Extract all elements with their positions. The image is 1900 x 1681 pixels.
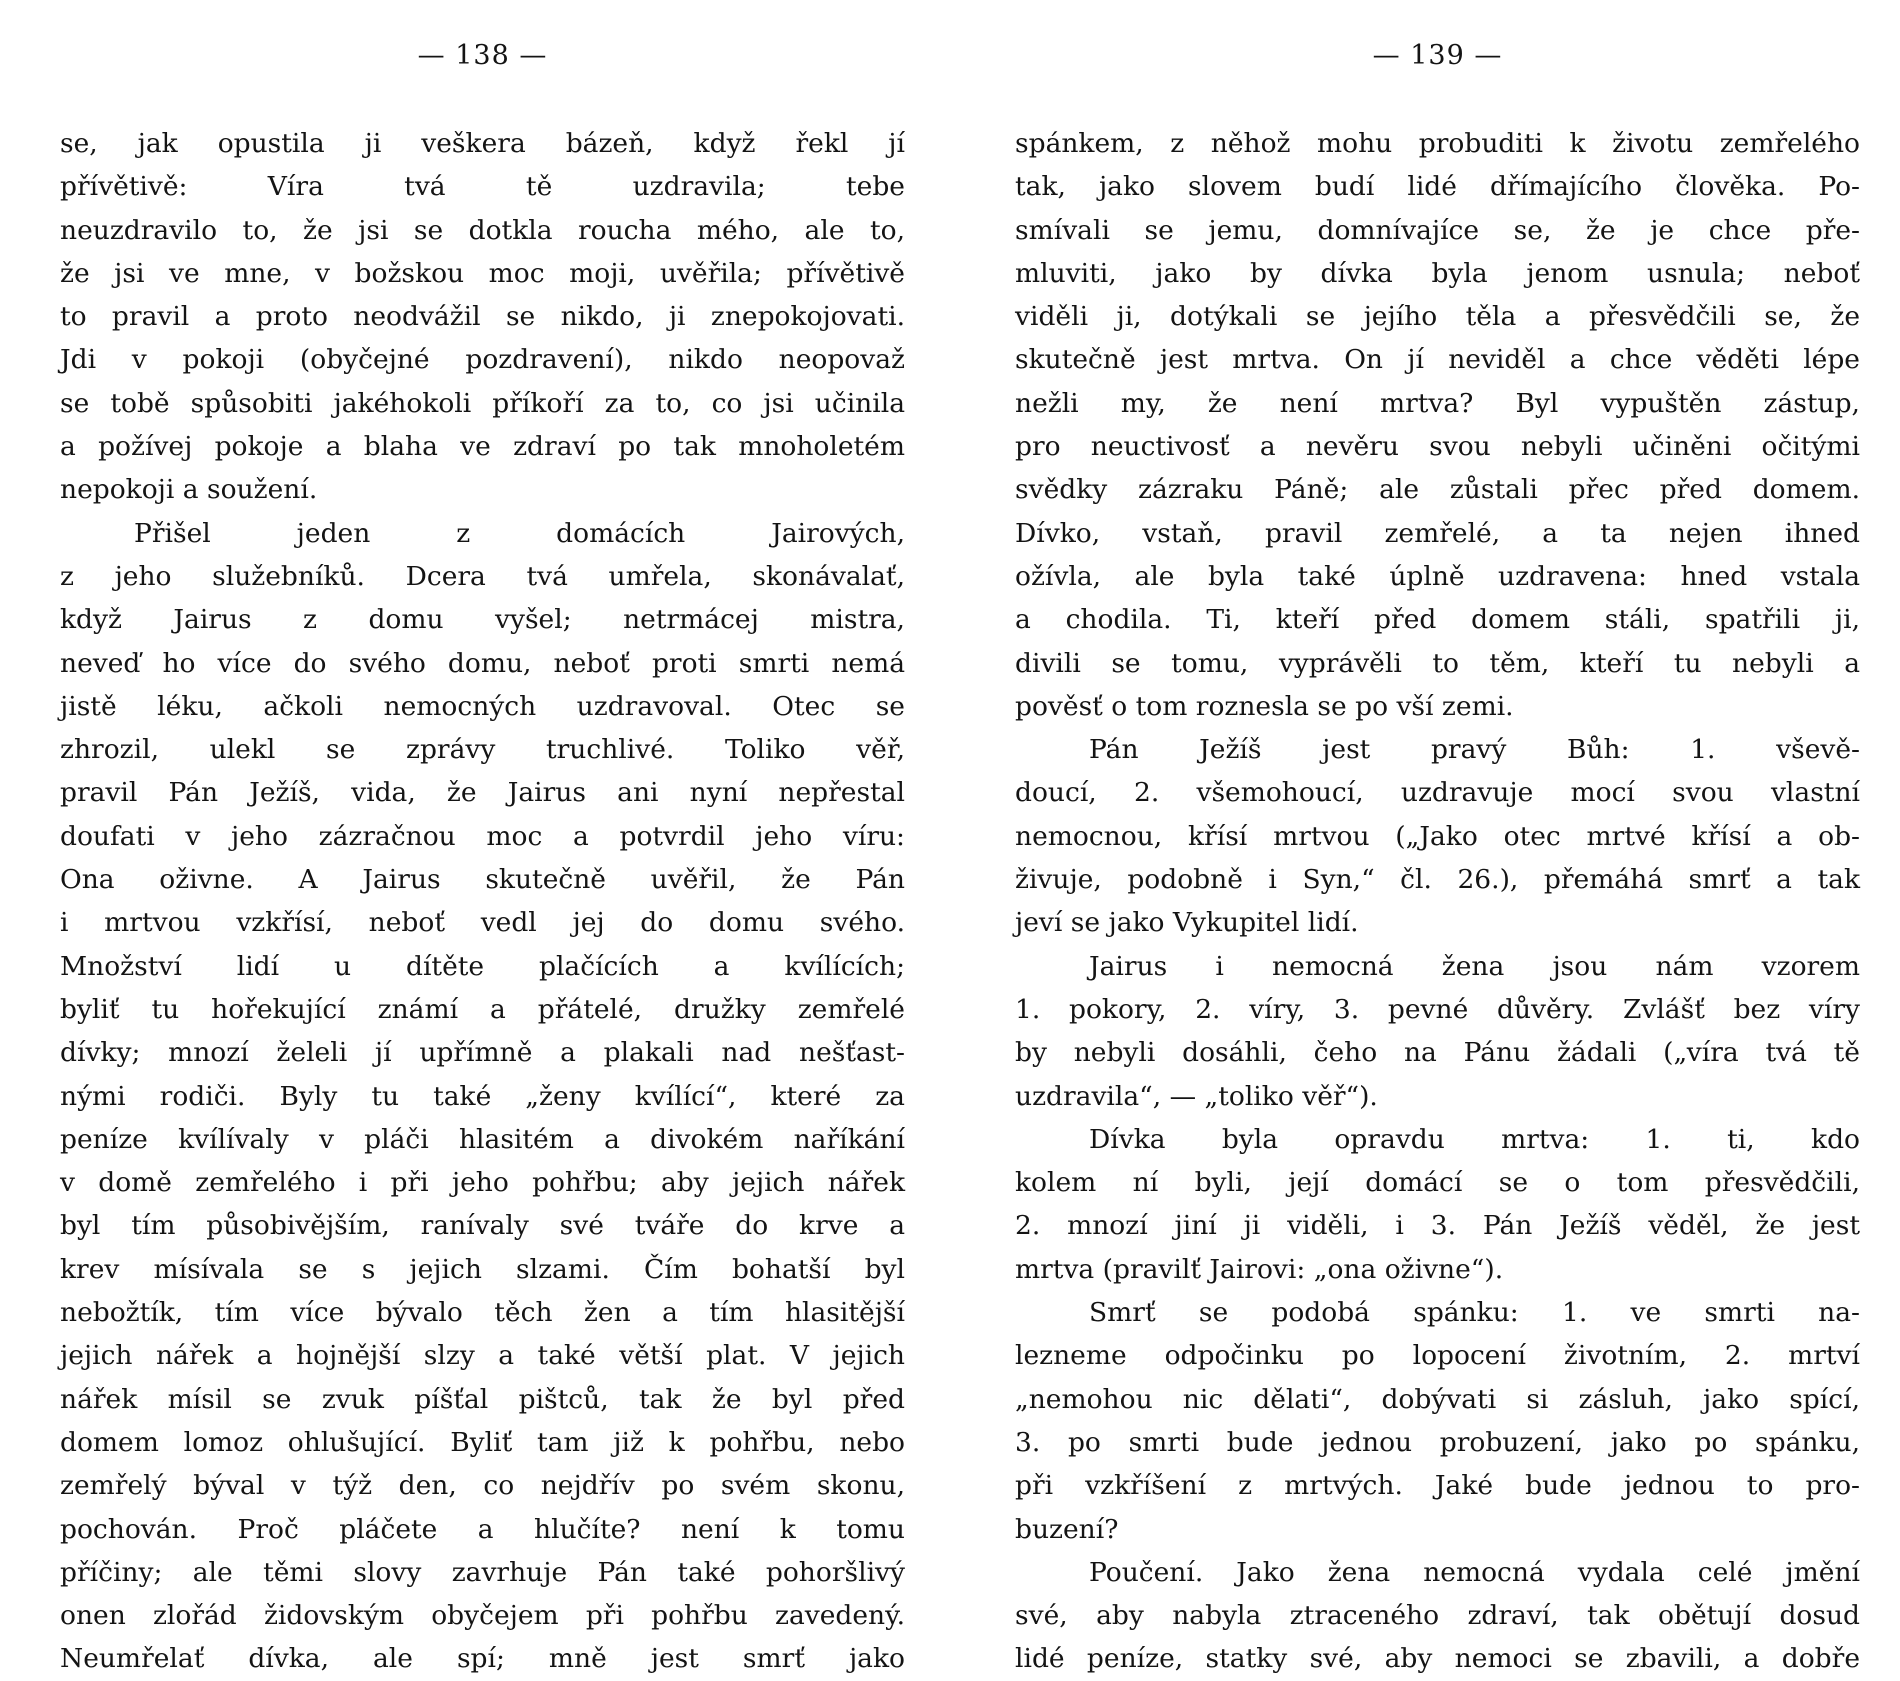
text-line: „nemohou nic dělati“, dobývati si zásluh, jako spící, — [1015, 1383, 1860, 1415]
text-line: nepokoji a soužení. — [60, 474, 318, 506]
text-line: krev mísívala se s jejich slzami. Čím bohatší byl — [60, 1253, 905, 1285]
text-line: v domě zemřelého i při jeho pohřbu; aby jejich nářek — [60, 1167, 905, 1199]
text-line: viděli ji, dotýkali se jejího těla a přesvědčili se, že — [1015, 301, 1860, 333]
text-line: pro neuctivosť a nevěru svou nebyli učiněni očitými — [1015, 431, 1860, 463]
text-line: by nebyli dosáhli, čeho na Pánu žádali („víra tvá tě — [1015, 1037, 1860, 1069]
text-line: Pán Ježíš jest pravý Bůh: 1. vševě- — [1089, 734, 1860, 766]
text-line: a požívej pokoje a blaha ve zdraví po tak mnoholetém — [60, 431, 905, 463]
text-line: smívali se jemu, domnívajíce se, že je chce pře- — [1015, 214, 1860, 246]
text-line: kolem ní byli, její domácí se o tom přesvědčili, — [1015, 1167, 1860, 1199]
text-line: nářek mísil se zvuk píšťal pištců, tak že byl před — [60, 1383, 905, 1415]
text-line: doufati v jeho zázračnou moc a potvrdil jeho víru: — [60, 820, 905, 852]
text-line: Jairus i nemocná žena jsou nám vzorem — [1089, 950, 1860, 982]
text-line: nemocnou, křísí mrtvou („Jako otec mrtvé křísí a ob- — [1015, 820, 1860, 852]
text-line: se, jak opustila ji veškera bázeň, když řekl jí — [60, 128, 905, 159]
text-line: mluviti, jako by dívka byla jenom usnula; neboť — [1015, 257, 1860, 289]
text-line: a chodila. Ti, kteří před domem stáli, spatřili ji, — [1015, 604, 1860, 636]
text-line: uzdravila“, — „toliko věř“). — [1015, 1080, 1378, 1112]
text-line: tak, jako slovem budí lidé dřímajícího člověka. Po- — [1015, 171, 1860, 203]
text-line: lidé peníze, statky své, aby nemoci se zbavili, a dobře — [1015, 1643, 1860, 1675]
text-line: pověsť o tom roznesla se po vší zemi. — [1015, 690, 1514, 722]
text-line: buzení? — [1015, 1513, 1119, 1545]
text-line: když Jairus z domu vyšel; netrmácej mistra, — [60, 604, 905, 636]
text-line: svědky zázraku Páně; ale zůstali přec před domem. — [1015, 474, 1860, 506]
text-line: nežli my, že není mrtva? Byl vypuštěn zástup, — [1015, 387, 1860, 419]
text-line: byliť tu hořekující známí a přátelé, družky zemřelé — [60, 993, 905, 1025]
text-line: 3. po smrti bude jednou probuzení, jako po spánku, — [1015, 1426, 1860, 1458]
text-line: při vzkříšení z mrtvých. Jaké bude jednou to pro- — [1015, 1470, 1860, 1502]
text-line: mrtva (pravilť Jairovi: „ona oživne“). — [1015, 1253, 1504, 1285]
text-line: divili se tomu, vyprávěli to těm, kteří tu nebyli a — [1015, 647, 1860, 679]
text-line: Smrť se podobá spánku: 1. ve smrti na- — [1089, 1297, 1860, 1329]
text-line: Přišel jeden z domácích Jairových, — [134, 517, 905, 549]
text-line: Ona oživne. A Jairus skutečně uvěřil, že Pán — [60, 864, 905, 896]
text-line: byl tím působivějším, ranívaly své tváře do krve a — [60, 1210, 905, 1242]
text-line: přívětivě: Víra tvá tě uzdravila; tebe — [60, 171, 905, 203]
text-line: se tobě spůsobiti jakéhokoli příkoří za to, co jsi učinila — [60, 387, 905, 419]
text-line: jistě léku, ačkoli nemocných uzdravoval. Otec se — [60, 690, 905, 722]
text-line: Množství lidí u dítěte plačících a kvílících; — [60, 950, 905, 982]
page-body — [60, 122, 905, 1681]
text-line: spánkem, z něhož mohu probuditi k životu zemřelého — [1015, 128, 1860, 159]
text-line: příčiny; ale těmi slovy zavrhuje Pán také pohoršlivý — [60, 1556, 905, 1588]
left-page — [60, 0, 905, 1675]
text-line: 2. mnozí jiní ji viděli, i 3. Pán Ježíš věděl, že jest — [1015, 1210, 1860, 1242]
text-line: skutečně jest mrtva. On jí neviděl a chce věděti lépe — [1015, 344, 1860, 376]
text-line: zemřelý býval v týž den, co nejdřív po svém skonu, — [60, 1470, 905, 1502]
text-line: peníze kvílívaly v pláči hlasitém a divokém naříkání — [60, 1123, 905, 1155]
text-line: Jdi v pokoji (obyčejné pozdravení), nikdo neopovaž — [60, 344, 905, 376]
text-line: i mrtvou vzkřísí, neboť vedl jej do domu svého. — [60, 907, 905, 939]
text-line: Neumřelať dívka, ale spí; mně jest smrť jako — [60, 1643, 905, 1675]
text-line: Dívko, vstaň, pravil zemřelé, a ta nejen ihned — [1015, 517, 1860, 549]
text-line: Dívka byla opravdu mrtva: 1. ti, kdo — [1089, 1123, 1860, 1155]
text-line: nými rodiči. Byly tu také „ženy kvílící“, které za — [60, 1080, 905, 1112]
text-line: neuzdravilo to, že jsi se dotkla roucha mého, ale to, — [60, 214, 905, 246]
page-body — [1015, 122, 1860, 1681]
text-line: své, aby nabyla ztraceného zdraví, tak obětují dosud — [1015, 1600, 1860, 1632]
text-line: neveď ho více do svého domu, neboť proti smrti nemá — [60, 647, 905, 679]
text-line: onen zlořád židovským obyčejem při pohřbu zavedený. — [60, 1600, 905, 1632]
text-line: z jeho služebníků. Dcera tvá umřela, skonávalať, — [60, 560, 905, 592]
text-line: jeví se jako Vykupitel lidí. — [1015, 907, 1359, 939]
text-line: dívky; mnozí želeli jí upřímně a plakali nad nešťast- — [60, 1037, 905, 1069]
text-line: Poučení. Jako žena nemocná vydala celé jmění — [1089, 1556, 1860, 1588]
text-line: jejich nářek a hojnější slzy a také větší plat. V jejich — [60, 1340, 905, 1372]
text-line: nebožtík, tím více bývalo těch žen a tím hlasitější — [60, 1297, 905, 1329]
text-line: zhrozil, ulekl se zprávy truchlivé. Toliko věř, — [60, 734, 905, 766]
page-number: — 139 — — [1372, 40, 1503, 71]
text-line: lezneme odpočinku po lopocení životním, 2. mrtví — [1015, 1340, 1860, 1372]
right-page — [1015, 0, 1860, 1675]
text-line: pravil Pán Ježíš, vida, že Jairus ani nyní nepřestal — [60, 777, 905, 809]
text-line: 1. pokory, 2. víry, 3. pevné důvěry. Zvlášť bez víry — [1015, 993, 1860, 1025]
page-number: — 138 — — [417, 40, 548, 71]
text-line: pochován. Proč pláčete a hlučíte? není k tomu — [60, 1513, 905, 1545]
text-line: živuje, podobně i Syn,“ čl. 26.), přemáhá smrť a tak — [1015, 864, 1860, 896]
text-line: doucí, 2. všemohoucí, uzdravuje mocí svou vlastní — [1015, 777, 1860, 809]
text-line: že jsi ve mne, v božskou moc moji, uvěřila; přívětivě — [60, 257, 905, 289]
text-line: ožívla, ale byla také úplně uzdravena: hned vstala — [1015, 560, 1860, 592]
text-line: domem lomoz ohlušující. Byliť tam již k pohřbu, nebo — [60, 1426, 905, 1458]
text-line: to pravil a proto neodvážil se nikdo, ji znepokojovati. — [60, 301, 905, 333]
